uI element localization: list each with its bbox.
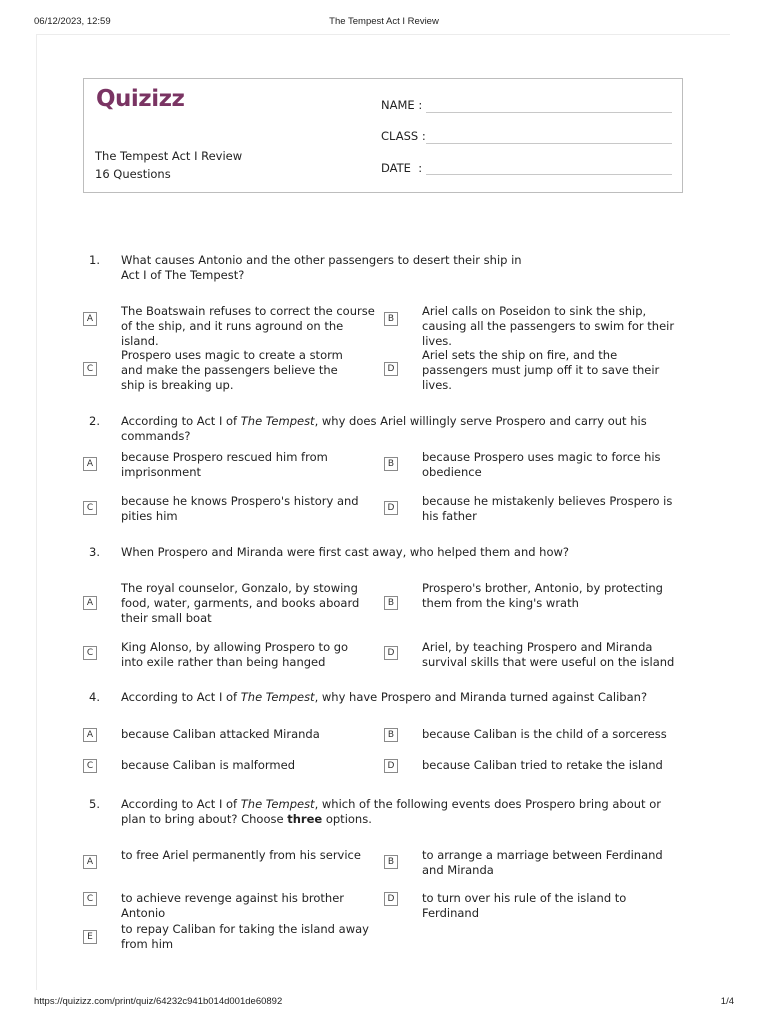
question-text-part: According to Act I of	[121, 797, 241, 811]
question-text-italic: The Tempest	[240, 797, 315, 811]
question-number: 1.	[89, 253, 100, 267]
name-field[interactable]	[426, 112, 672, 113]
question-text-bold: three	[287, 812, 323, 826]
option-text[interactable]: to arrange a marriage between Ferdinand and Miranda	[422, 848, 663, 877]
option-letter-box[interactable]: B	[384, 596, 398, 610]
print-url[interactable]: https://quizizz.com/print/quiz/64232c941b014d001de60892	[34, 996, 283, 1007]
print-page-title: The Tempest Act I Review	[329, 16, 439, 27]
question-text-part: , why have Prospero and Miranda turned against Caliban?	[314, 690, 648, 704]
option-text[interactable]: to achieve revenge against his brother Antonio	[121, 891, 344, 920]
option-letter-box[interactable]: B	[384, 457, 398, 471]
option-letter-box[interactable]: D	[384, 892, 398, 906]
print-page-number: 1/4	[720, 996, 734, 1007]
print-footer	[34, 996, 734, 1010]
option-letter-box[interactable]: D	[384, 759, 398, 773]
date-field[interactable]	[426, 174, 672, 175]
option-text[interactable]: to free Ariel permanently from his service	[121, 848, 361, 862]
option-letter-box[interactable]: B	[384, 728, 398, 742]
option-letter-box[interactable]: D	[384, 362, 398, 376]
option-letter-box[interactable]: C	[83, 892, 97, 906]
question-text-part: , which of the following events does Prospero bring about or plan to bring about? Choose	[121, 797, 661, 826]
question-number: 3.	[89, 545, 100, 559]
print-header	[34, 16, 734, 30]
option-letter-box[interactable]: D	[384, 501, 398, 515]
quizizz-logo: Quizizz	[96, 86, 185, 112]
question-text	[121, 414, 681, 444]
option-text[interactable]: because he knows Prospero's history and pities him	[121, 494, 359, 523]
option-text[interactable]: because Prospero rescued him from imprisonment	[121, 450, 328, 479]
option-letter-box[interactable]: A	[83, 596, 97, 610]
option-text[interactable]: The royal counselor, Gonzalo, by stowing food, water, garments, and books aboard their small boat	[121, 581, 360, 625]
question-text	[121, 690, 681, 705]
quiz-title: The Tempest Act I Review	[95, 149, 243, 163]
question-text: When Prospero and Miranda were first cast away, who helped them and how?	[121, 545, 570, 559]
question-number: 2.	[89, 414, 100, 428]
question-text: What causes Antonio and the other passengers to desert their ship in Act I of The Tempest?	[121, 253, 522, 282]
question-text	[121, 797, 676, 827]
question-text-italic: The Tempest	[240, 690, 315, 704]
option-text[interactable]: Prospero uses magic to create a storm and make the passengers believe the ship is breaking up.	[121, 348, 343, 392]
option-letter-box[interactable]: B	[384, 855, 398, 869]
option-text[interactable]: to turn over his rule of the island to Ferdinand	[422, 891, 627, 920]
option-text[interactable]: because Caliban tried to retake the island	[422, 758, 663, 772]
option-letter-box[interactable]: D	[384, 646, 398, 660]
question-text-part: According to Act I of	[121, 414, 241, 428]
option-text[interactable]: because Caliban is malformed	[121, 758, 295, 772]
option-letter-box[interactable]: C	[83, 501, 97, 515]
print-datetime: 06/12/2023, 12:59	[34, 16, 111, 27]
option-text[interactable]: because he mistakenly believes Prospero is his father	[422, 494, 673, 523]
option-text[interactable]: because Caliban attacked Miranda	[121, 727, 320, 741]
question-text-part: According to Act I of	[121, 690, 241, 704]
option-letter-box[interactable]: C	[83, 362, 97, 376]
page-border-top	[36, 34, 730, 35]
option-letter-box[interactable]: E	[83, 930, 97, 944]
question-text-part: , why does Ariel willingly serve Prospero and carry out his commands?	[121, 414, 647, 443]
option-text[interactable]: Ariel, by teaching Prospero and Miranda survival skills that were useful on the island	[422, 640, 675, 669]
option-text[interactable]: Ariel calls on Poseidon to sink the ship, causing all the passengers to swim for their lives.	[422, 304, 675, 348]
option-letter-box[interactable]: A	[83, 457, 97, 471]
option-text[interactable]: because Caliban is the child of a sorceress	[422, 727, 667, 741]
date-label: DATE :	[381, 161, 423, 175]
question-count: 16 Questions	[95, 167, 171, 181]
question-text-italic: The Tempest	[240, 414, 315, 428]
option-text[interactable]: because Prospero uses magic to force his obedience	[422, 450, 661, 479]
option-text[interactable]: Ariel sets the ship on fire, and the passengers must jump off it to save their lives.	[422, 348, 660, 392]
question-number: 5.	[89, 797, 100, 811]
name-label: NAME :	[381, 98, 423, 112]
option-letter-box[interactable]: C	[83, 646, 97, 660]
class-label: CLASS :	[381, 129, 426, 143]
option-letter-box[interactable]: B	[384, 312, 398, 326]
option-letter-box[interactable]: C	[83, 759, 97, 773]
option-text[interactable]: Prospero's brother, Antonio, by protecting them from the king's wrath	[422, 581, 663, 610]
option-letter-box[interactable]: A	[83, 312, 97, 326]
option-text[interactable]: to repay Caliban for taking the island away from him	[121, 922, 369, 951]
question-text-part: options.	[322, 812, 372, 826]
option-letter-box[interactable]: A	[83, 728, 97, 742]
quiz-header-box	[83, 78, 683, 193]
option-letter-box[interactable]: A	[83, 855, 97, 869]
class-field[interactable]	[426, 143, 672, 144]
question-number: 4.	[89, 690, 100, 704]
page-border-left	[36, 34, 37, 990]
option-text[interactable]: King Alonso, by allowing Prospero to go into exile rather than being hanged	[121, 640, 349, 669]
option-text[interactable]: The Boatswain refuses to correct the course of the ship, and it runs aground on the island.	[121, 304, 375, 348]
